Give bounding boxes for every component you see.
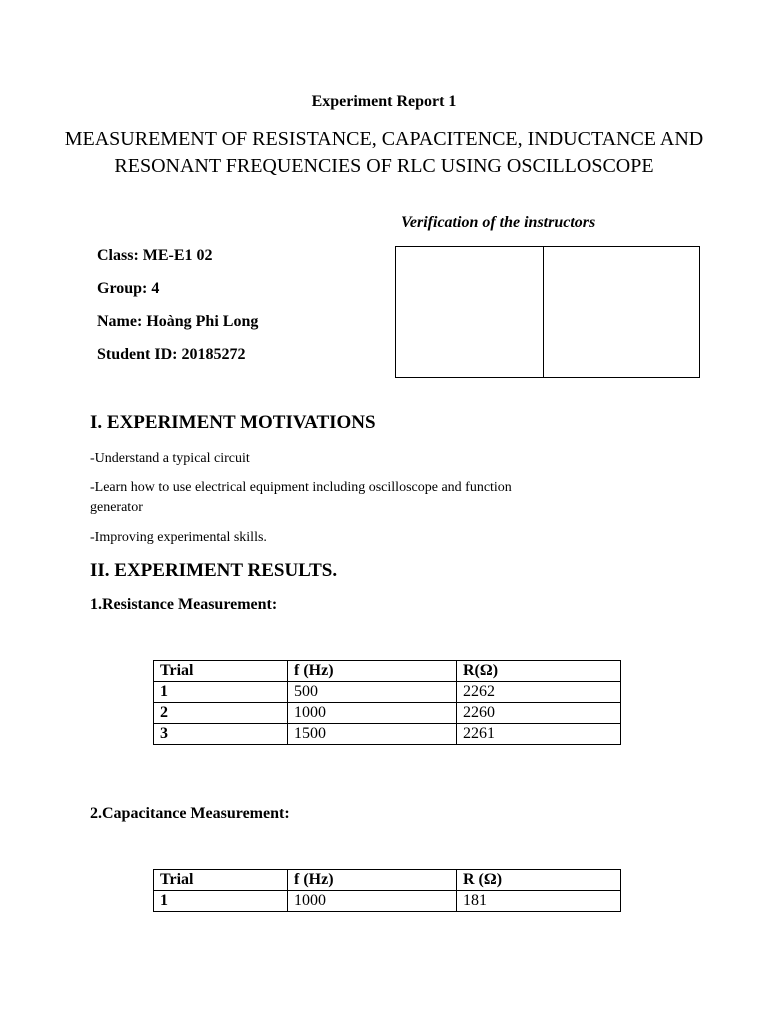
- group-info: Group: 4: [97, 280, 160, 297]
- motivation-item: -Understand a typical circuit: [90, 451, 250, 466]
- table-cell: 1000: [288, 703, 457, 724]
- main-title: MEASUREMENT OF RESISTANCE, CAPACITENCE, INDUCTANCE AND RESONANT FREQUENCIES OF RLC USING OSCILLOSCOPE: [64, 128, 704, 177]
- student-id: Student ID: 20185272: [97, 346, 246, 363]
- verification-cell-left: [396, 247, 544, 377]
- table-row: [154, 891, 621, 912]
- column-header: Trial: [154, 661, 288, 682]
- student-name: Name: Hoàng Phi Long: [97, 313, 259, 330]
- verification-box: [395, 246, 700, 378]
- report-title: Experiment Report 1: [311, 93, 457, 110]
- column-header: f (Hz): [288, 661, 457, 682]
- section-heading-motivations: I. EXPERIMENT MOTIVATIONS: [90, 412, 376, 433]
- table-cell: 1500: [288, 724, 457, 745]
- motivation-item: -Improving experimental skills.: [90, 530, 267, 545]
- capacitance-heading: 2.Capacitance Measurement:: [90, 805, 290, 822]
- table-cell: 181: [457, 891, 621, 912]
- table-cell: 1000: [288, 891, 457, 912]
- resistance-table: [153, 660, 621, 745]
- verification-cell-right: [544, 247, 699, 377]
- table-header-row: [154, 870, 621, 891]
- table-header-row: [154, 661, 621, 682]
- table-cell: 2: [154, 703, 288, 724]
- table-row: [154, 682, 621, 703]
- column-header: Trial: [154, 870, 288, 891]
- table-cell: 1: [154, 891, 288, 912]
- table-cell: 3: [154, 724, 288, 745]
- table-cell: 1: [154, 682, 288, 703]
- table-cell: 2260: [457, 703, 621, 724]
- table-row: [154, 724, 621, 745]
- motivation-item: -Learn how to use electrical equipment including oscilloscope and function generator: [90, 480, 512, 515]
- verification-label: Verification of the instructors: [401, 214, 596, 231]
- table-cell: 2261: [457, 724, 621, 745]
- class-info: Class: ME-E1 02: [97, 247, 213, 264]
- column-header: R (Ω): [457, 870, 621, 891]
- table-cell: 2262: [457, 682, 621, 703]
- section-heading-results: II. EXPERIMENT RESULTS.: [90, 560, 338, 581]
- column-header: f (Hz): [288, 870, 457, 891]
- table-row: [154, 703, 621, 724]
- column-header: R(Ω): [457, 661, 621, 682]
- table-cell: 500: [288, 682, 457, 703]
- capacitance-table: [153, 869, 621, 912]
- resistance-heading: 1.Resistance Measurement:: [90, 596, 278, 613]
